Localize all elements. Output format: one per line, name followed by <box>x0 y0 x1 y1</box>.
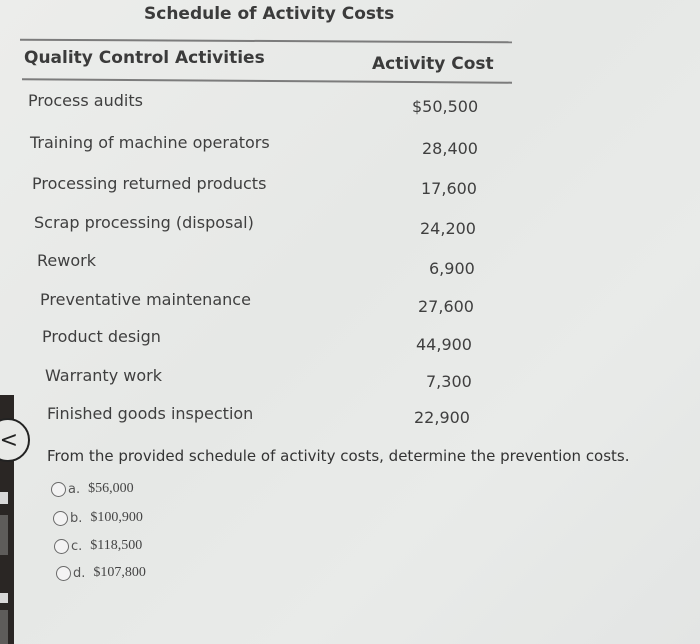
activity-label: Training of machine operators <box>30 133 270 152</box>
activity-label: Rework <box>37 251 96 270</box>
activity-label: Product design <box>42 327 161 346</box>
back-button[interactable] <box>0 418 30 462</box>
activity-label: Process audits <box>28 91 143 110</box>
header-bottom-rule <box>22 78 512 83</box>
activity-label: Warranty work <box>45 366 162 385</box>
bezel-reflection <box>0 593 8 603</box>
activity-cost: 17,600 <box>421 179 477 198</box>
radio-button-icon[interactable] <box>54 539 69 554</box>
activity-cost: 7,300 <box>426 372 472 391</box>
activity-cost: 44,900 <box>416 335 472 354</box>
radio-button-icon[interactable] <box>53 511 68 526</box>
column-header-activity: Quality Control Activities <box>24 48 265 68</box>
schedule-title: Schedule of Activity Costs <box>144 4 395 24</box>
activity-label: Finished goods inspection <box>47 404 254 423</box>
radio-button-icon[interactable] <box>51 482 66 497</box>
header-top-rule <box>20 39 512 44</box>
activity-cost: 28,400 <box>422 139 478 158</box>
answer-option-d[interactable] <box>56 565 146 581</box>
activity-label: Preventative maintenance <box>40 290 251 309</box>
activity-cost: 22,900 <box>414 408 470 427</box>
activity-label: Scrap processing (disposal) <box>34 213 254 232</box>
answer-option-b[interactable] <box>53 510 143 526</box>
option-letter: b. <box>70 510 83 526</box>
option-letter: a. <box>68 481 81 497</box>
activity-cost: $50,500 <box>412 97 479 116</box>
bezel-reflection <box>0 492 8 504</box>
option-value: $100,900 <box>90 510 143 525</box>
question-prompt: From the provided schedule of activity costs, determine the prevention costs. <box>47 447 630 465</box>
radio-button-icon[interactable] <box>56 566 71 581</box>
bezel-reflection <box>0 515 8 555</box>
option-letter: c. <box>71 538 83 554</box>
activity-label: Processing returned products <box>32 174 267 193</box>
option-letter: d. <box>73 565 86 581</box>
activity-cost: 24,200 <box>420 219 476 238</box>
column-header-cost: Activity Cost <box>372 54 494 74</box>
activity-cost: 6,900 <box>429 259 475 278</box>
answer-option-c[interactable] <box>54 538 142 554</box>
option-value: $118,500 <box>90 538 143 553</box>
activity-cost: 27,600 <box>418 297 474 316</box>
bezel-reflection <box>0 610 8 644</box>
chevron-left-icon: < <box>0 427 18 453</box>
option-value: $56,000 <box>88 481 134 496</box>
option-value: $107,800 <box>93 565 146 580</box>
answer-option-a[interactable] <box>51 481 134 497</box>
